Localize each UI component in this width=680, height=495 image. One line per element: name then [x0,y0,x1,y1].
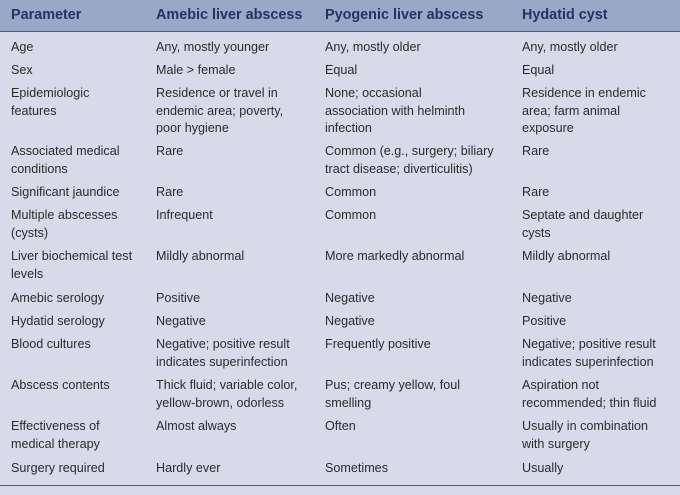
table-cell: Amebic serology [11,291,105,305]
table-cell: More markedly abnormal [325,249,465,263]
table-cell: Positive [156,291,201,305]
table-cell: Almost always [156,419,237,433]
table-cell: Sex [11,63,33,77]
table-cell: Any, mostly older [325,40,421,54]
table-cell: Rare [522,144,550,158]
table-cell: None; occasional association with helminth infection [325,86,466,135]
table-cell: Age [11,40,34,54]
table-cell: Aspiration not recommended; thin fluid [522,378,657,410]
table-cell: Rare [522,185,550,199]
table-cell: Multiple abscesses (cysts) [11,208,118,240]
table-cell: Abscess contents [11,378,110,392]
table-cell: Hydatid serology [11,314,105,328]
table-cell: Male > female [156,63,236,77]
table-cell: Rare [156,144,184,158]
table-cell: Negative; positive result indicates superinfection [522,337,656,369]
table-cell: Effectiveness of medical therapy [11,419,100,451]
table-cell: Any, mostly older [522,40,618,54]
table-cell: Negative [325,314,375,328]
header-hydatid: Hydatid cyst [522,7,608,23]
table-cell: Rare [156,185,184,199]
header-amebic: Amebic liver abscess [156,7,303,23]
table-cell: Often [325,419,356,433]
table-cell: Residence or travel in endemic area; poverty, poor hygiene [156,86,284,135]
table-cell: Hardly ever [156,461,221,475]
table-cell: Negative [325,291,375,305]
table-cell: Usually in combination with surgery [522,419,648,451]
table-cell: Blood cultures [11,337,91,351]
table-bottom-divider [0,485,680,486]
table-cell: Common (e.g., surgery; biliary tract disease; diverticulitis) [325,144,494,176]
table-cell: Usually [522,461,564,475]
table-cell: Thick fluid; variable color, yellow-brown, odorless [156,378,298,410]
table-cell: Residence in endemic area; farm animal exposure [522,86,646,135]
table-cell: Mildly abnormal [522,249,611,263]
table-cell: Liver biochemical test levels [11,249,133,281]
table-cell: Significant jaundice [11,185,120,199]
table-cell: Equal [522,63,555,77]
table-cell: Septate and daughter cysts [522,208,644,240]
header-parameter: Parameter [11,7,82,23]
table-cell: Common [325,208,377,222]
table-cell: Sometimes [325,461,388,475]
table-cell: Epidemiologic features [11,86,90,118]
table-cell: Negative [156,314,206,328]
table-cell: Associated medical conditions [11,144,120,176]
table-header [0,0,680,31]
table-cell: Positive [522,314,567,328]
table-cell: Frequently positive [325,337,431,351]
table-cell: Common [325,185,377,199]
table-cell: Any, mostly younger [156,40,270,54]
table-cell: Mildly abnormal [156,249,245,263]
table-cell: Equal [325,63,358,77]
table-cell: Negative; positive result indicates superinfection [156,337,290,369]
header-pyogenic: Pyogenic liver abscess [325,7,484,23]
header-divider [0,31,680,32]
table-cell: Negative [522,291,572,305]
table-cell: Pus; creamy yellow, foul smelling [325,378,461,410]
table-cell: Infrequent [156,208,213,222]
table-cell: Surgery required [11,461,105,475]
